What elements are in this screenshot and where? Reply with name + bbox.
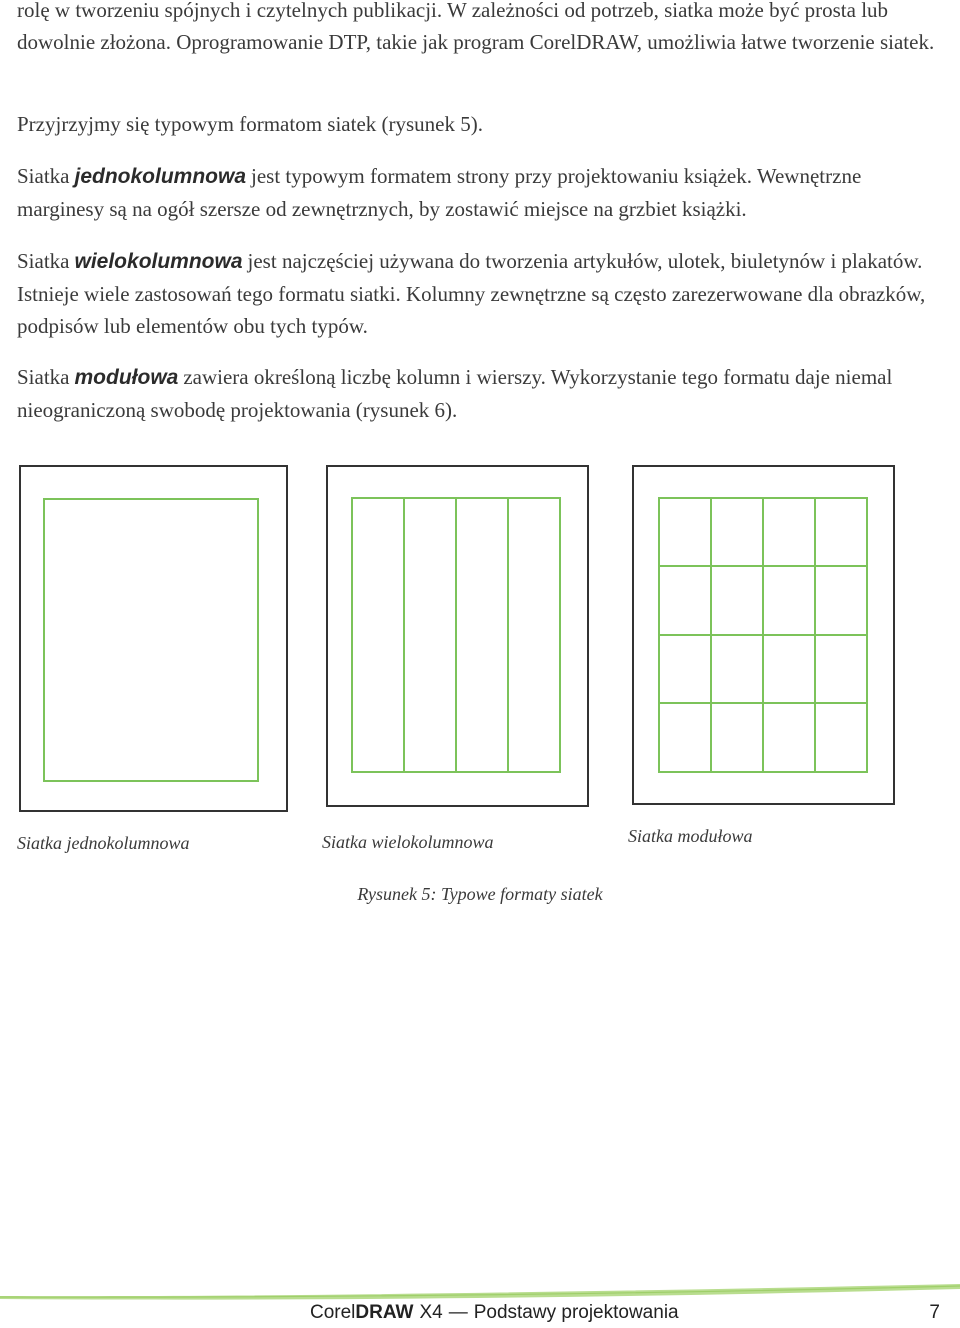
caption-multi-column: Siatka wielokolumnowa — [322, 832, 494, 852]
paragraph-lead: Siatka — [17, 164, 70, 188]
paragraph-text: jest typowym formatem strony przy projektowaniu książek. Wewnętrzne marginesy są na ogół szersze od zewnętrznych, by zostawić miejsce na grzbiet książki. — [17, 164, 862, 221]
page-number: 7 — [929, 1302, 940, 1323]
footer-brand-bold: DRAW — [355, 1302, 414, 1323]
term-single-column: jednokolumnowa — [74, 165, 247, 188]
paragraph-multi-column — [17, 245, 947, 342]
paragraph-single-column — [17, 160, 947, 225]
paragraph-formats: Przyjrzyjmy się typowym formatom siatek (rysunek 5). — [17, 112, 483, 136]
term-multi-column: wielokolumnowa — [74, 250, 243, 273]
footer-dash: — — [448, 1302, 468, 1323]
paragraph-text: zawiera określoną liczbę kolumn i wierszy. Wykorzystanie tego formatu daje niemal nieograniczoną swobodę projektowania (rysunek 6). — [17, 365, 893, 422]
page-outline — [20, 466, 287, 811]
footer-title: Podstawy projektowania — [473, 1302, 679, 1323]
paragraph-lead: Siatka — [17, 365, 70, 389]
paragraph-text: jest najczęściej używana do tworzenia artykułów, ulotek, biuletynów i plakatów. Istnieje wiele zastosowań tego formatu siatki. Kolumny zewnętrzne są często zarezerwowane dla obrazków, podpisów lub elementów obu tych typów. — [17, 249, 926, 338]
multi-column-grid-diagram — [326, 465, 590, 809]
paragraph-lead: Siatka — [17, 249, 70, 273]
footer-version: X4 — [419, 1302, 443, 1323]
page-footer — [310, 1302, 940, 1328]
modular-grid-diagram — [632, 465, 896, 807]
page-outline — [327, 466, 588, 806]
paragraph-modular — [17, 361, 947, 426]
footer-brand-prefix: Corel — [310, 1302, 356, 1323]
term-modular: modułowa — [74, 366, 179, 389]
figure-title: Rysunek 5: Typowe formaty siatek — [357, 884, 603, 904]
caption-single-column: Siatka jednokolumnowa — [17, 833, 190, 853]
caption-modular: Siatka modułowa — [628, 826, 753, 846]
paragraph-intro: rolę w tworzeniu spójnych i czytelnych publikacji. W zależności od potrzeb, siatka może być prosta lub dowolnie złożona. Oprogramowanie DTP, takie jak program CorelDRAW, umożliwia łatwe tworzenie siatek. — [17, 0, 935, 54]
single-column-grid-diagram — [19, 465, 289, 813]
